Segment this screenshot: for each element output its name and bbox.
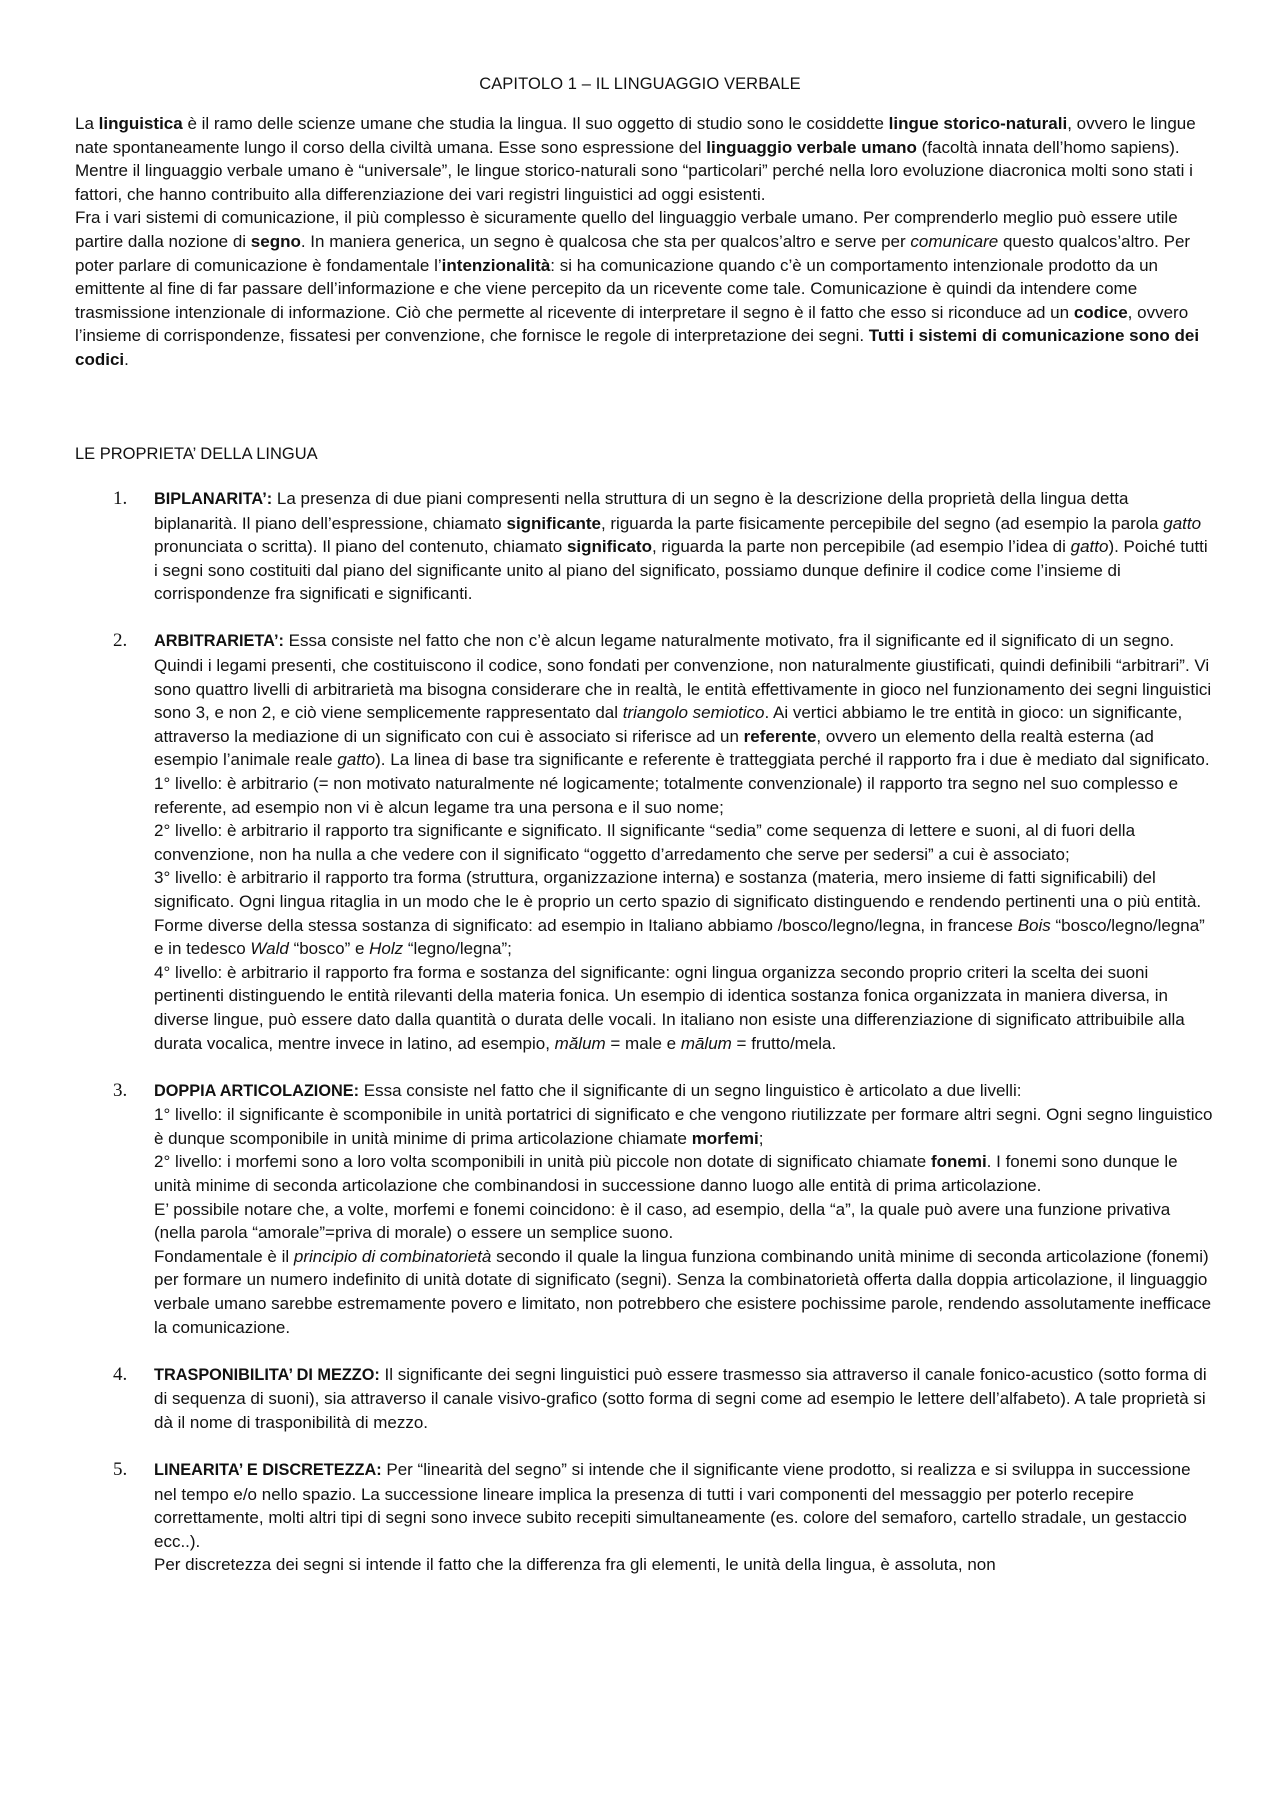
list-number: 3.	[113, 1079, 128, 1101]
list-number: 5.	[113, 1458, 128, 1480]
text-run: . In maniera generica, un segno è qualcosa che sta per qualcos’altro e serve per	[300, 231, 911, 251]
property-paragraph	[154, 1103, 1215, 1150]
bold-term: morfemi	[691, 1128, 759, 1148]
text-run: .	[124, 349, 129, 369]
bold-term: linguistica	[98, 114, 183, 133]
property-item	[75, 1363, 1215, 1435]
text-run: , ovvero un elemento della realtà esterna (ad esempio l’animale reale	[154, 726, 1154, 770]
text-run: è il ramo delle scienze umane che studia la lingua. Il suo oggetto di studio sono le cosiddette	[182, 114, 889, 133]
italic-term: triangolo semiotico	[622, 703, 765, 723]
italic-term: Holz	[369, 939, 404, 959]
bold-term: significato	[566, 537, 652, 557]
text-run: . I fonemi sono dunque le unità minime di seconda articolazione che combinandosi in successione danno luogo alle entità di prima articolazione.	[154, 1152, 1178, 1196]
bold-term: referente	[743, 726, 817, 746]
text-run: pronunciata o scritta). Il piano del contenuto, chiamato	[154, 537, 567, 557]
property-item	[75, 1458, 1215, 1577]
text-run: Fondamentale è il	[154, 1246, 294, 1266]
italic-term: principio di combinatorietà	[293, 1246, 492, 1266]
text-run: = frutto/mela.	[731, 1033, 837, 1053]
italic-term: comunicare	[910, 231, 999, 251]
property-paragraph	[154, 1198, 1215, 1245]
property-paragraph	[154, 961, 1215, 1055]
text-run: “bosco” e	[288, 939, 370, 959]
text-run: Fra i vari sistemi di comunicazione, il più complesso è sicuramente quello del linguaggio verbale umano. Per comprenderlo meglio può essere utile partire dalla nozione di	[75, 208, 1178, 251]
bold-term: codice	[1073, 302, 1128, 322]
property-paragraph	[154, 1458, 1215, 1553]
text-run: . Ai vertici abbiamo le tre entità in gioco: un significante, attraverso la mediazione di un significato con cui è associato si riferisce ad un	[154, 703, 1183, 746]
property-paragraph	[154, 1079, 1215, 1104]
text-run: 2° livello: è arbitrario il rapporto tra significante e significato. Il significante “sedia” come sequenza di lettere e suoni, al di fuori della convenzione, non ha nulla a che vedere con il significato “oggetto d’arredamento che serve per sedersi” a cui è associato;	[154, 821, 1136, 864]
italic-term: gatto	[337, 750, 376, 770]
italic-term: Wald	[250, 939, 289, 959]
italic-term: mălum	[554, 1033, 606, 1053]
property-heading: BIPLANARITA’:	[154, 490, 273, 508]
text-run: , riguarda la parte non percepibile (ad esempio l’idea di	[651, 537, 1071, 557]
bold-term: Tutti i sistemi di comunicazione sono dei codici	[75, 326, 1200, 369]
text-run: Il significante dei segni linguistici può essere trasmesso sia attraverso il canale fonico-acustico (sotto forma di di sequenza di suoni), sia attraverso il canale visivo-grafico (sotto forma di segni come ad esempio le lettere dell’alfabeto). A tale proprietà si dà il nome di trasponibilità di mezzo.	[154, 1364, 1207, 1432]
text-run: secondo il quale la lingua funziona combinando unità minime di seconda articolazione (fonemi) per formare un numero indefinito di unità dotate di significato (segni). Senza la combinatorietà offerta dalla doppia articolazione, il linguaggio verbale umano sarebbe estremamente povero e limitato, non potrebbero che esistere pochissime parole, rendendo assolutamente inefficace la comunicazione.	[154, 1246, 1212, 1337]
text-run: : si ha comunicazione quando c’è un comportamento intenzionale prodotto da un emittente al fine di far passare dell’informazione e che viene percepito da un ricevente come tale. Comunicazione è quindi da intendere come trasmissione intenzionale di informazione. Ciò che permette al ricevente di interpretare il segno è il fatto che esso si riconduce ad un	[75, 255, 1158, 322]
property-paragraph	[154, 629, 1215, 772]
text-run: (facoltà innata dell’homo sapiens). Mentre il linguaggio verbale umano è “universale”, le lingue storico-naturali sono “particolari” perché nella loro evoluzione diacronica molti sono stati i fattori, che hanno contribuito alla differenziazione dei vari registri linguistici ad oggi esistenti.	[75, 137, 1193, 204]
property-paragraph	[154, 1363, 1215, 1435]
property-heading: LINEARITA’ E DISCRETEZZA:	[154, 1460, 382, 1479]
property-paragraph	[154, 1245, 1215, 1339]
property-heading: DOPPIA ARTICOLAZIONE:	[154, 1081, 360, 1100]
intro-paragraph	[75, 206, 1215, 371]
intro-paragraph	[75, 112, 1215, 206]
text-run: 4° livello: è arbitrario il rapporto fra forma e sostanza del significante: ogni lingua organizza secondo proprio criteri la scelta dei suoni pertinenti distinguendo le entità rilevanti della materia fonica. Un esempio di identica sostanza fonica organizzata in maniera diversa, in diverse lingue, può essere dato dalla quantità o durata delle vocali. In italiano non esiste una differenziazione di significato attribuibile alla durata vocalica, mentre invece in latino, ad esempio,	[154, 962, 1185, 1053]
text-run: Per “linearità del segno” si intende che il significante viene prodotto, si realizza e si sviluppa in successione nel tempo e/o nello spazio. La successione lineare implica la presenza di tutti i vari componenti del messaggio per poterlo recepire correttamente, molti altri tipi di segni sono invece subito recepiti simultaneamente (es. colore del semaforo, cartello stradale, un gestaccio ecc..).	[154, 1459, 1191, 1551]
text-run: ). Poiché tutti i segni sono costituiti dal piano del significante unito al piano del significato, possiamo dunque definire il codice come l’insieme di corrispondenze fra significati e significanti.	[154, 537, 1208, 604]
list-spacer	[75, 1055, 1215, 1079]
property-heading: ARBITRARIETA’:	[154, 632, 284, 651]
bold-term: significante	[506, 513, 601, 533]
list-spacer	[75, 1434, 1215, 1458]
property-item	[75, 629, 1215, 1055]
text-run: = male e	[605, 1033, 681, 1053]
bold-term: fonemi	[930, 1152, 987, 1172]
text-run: questo qualcos’altro. Per poter parlare di comunicazione è fondamentale l’	[75, 231, 1191, 275]
section-heading: LE PROPRIETA’ DELLA LINGUA	[75, 445, 318, 463]
text-run: La	[75, 114, 99, 133]
intro-text	[75, 112, 1215, 372]
text-run: , ovvero l’insieme di corrispondenze, fissatesi per convenzione, che fornisce le regole di interpretazione dei segni.	[75, 302, 1189, 346]
text-run: Essa consiste nel fatto che il significante di un segno linguistico è articolato a due livelli:	[359, 1080, 1022, 1100]
text-run: ). La linea di base tra significante e referente è tratteggiata perché il rapporto fra i due è mediato dal significato.	[375, 750, 1210, 770]
italic-term: mālum	[680, 1033, 732, 1053]
bold-term: lingue storico-naturali	[888, 114, 1068, 133]
text-run: 1° livello: è arbitrario (= non motivato naturalmente né logicamente; totalmente convenzionale) il rapporto tra segno nel suo complesso e referente, ad esempio non vi è alcun legame tra una persona e il suo nome;	[154, 774, 1179, 817]
page-title: CAPITOLO 1 – IL LINGUAGGIO VERBALE	[479, 75, 801, 93]
bold-term: segno	[250, 231, 301, 251]
text-run: E’ possibile notare che, a volte, morfemi e fonemi coincidono: è il caso, ad esempio, della “a”, la quale può avere una funzione privativa (nella parola “amorale”=priva di morale) o essere un semplice suono.	[154, 1199, 1171, 1243]
text-run: Per discretezza dei segni si intende il fatto che la differenza fra gli elementi, le unità della lingua, è assoluta, non	[154, 1555, 996, 1575]
text-run: , ovvero le lingue nate spontaneamente lungo il corso della civiltà umana. Esse sono espressione del	[75, 114, 1196, 157]
list-spacer	[75, 606, 1215, 630]
text-run: 2° livello: i morfemi sono a loro volta scomponibili in unità più piccole non dotate di significato chiamate	[154, 1152, 931, 1172]
text-run: 1° livello: il significante è scomponibile in unità portatrici di significato e che vengono riutilizzate per formare altri segni. Ogni segno linguistico è dunque scomponibile in unità minime di prima articolazione chiamate	[154, 1105, 1213, 1148]
property-paragraph	[154, 866, 1215, 960]
bold-term: linguaggio verbale umano	[706, 137, 917, 157]
text-run: 3° livello: è arbitrario il rapporto tra forma (struttura, organizzazione interna) e sostanza (materia, mero insieme di fatti significabili) del significato. Ogni lingua ritaglia in un modo che le è proprio un certo spazio di significato distinguendo e rendendo pertinenti una o più entità. Forme diverse della stessa sostanza di significato: ad esempio in Italiano abbiamo /bosco/legno/legna, in francese	[154, 868, 1202, 935]
list-number: 1.	[113, 488, 128, 509]
italic-term: gatto	[1070, 537, 1109, 557]
property-paragraph	[154, 1150, 1215, 1197]
list-spacer	[75, 1339, 1215, 1363]
text-run: “legno/legna”;	[403, 939, 512, 959]
property-paragraph	[154, 1553, 1215, 1577]
property-item	[75, 487, 1215, 606]
text-run: “bosco/legno/legna” e in tedesco	[154, 915, 1205, 959]
italic-term: Bois	[1017, 915, 1051, 935]
text-run: Essa consiste nel fatto che non c’è alcun legame naturalmente motivato, fra il significante ed il significato di un segno. Quindi i legami presenti, che costituiscono il codice, sono fondati per convenzione, non naturalmente giustificati, quindi definibili “arbitrari”. Vi sono quattro livelli di arbitrarietà ma bisogna considerare che in realtà, le entità effettivamente in gioco nel funzionamento dei segni linguistici sono 3, e non 2, e ciò viene semplicemente rappresentato dal	[154, 631, 1212, 723]
property-paragraph	[154, 819, 1215, 866]
bold-term: intenzionalità	[441, 255, 551, 275]
text-run: ;	[758, 1128, 764, 1148]
property-item	[75, 1079, 1215, 1340]
text-run: , riguarda la parte fisicamente percepibile del segno (ad esempio la parola	[600, 513, 1164, 533]
italic-term: gatto	[1163, 513, 1202, 533]
property-heading: TRASPONIBILITA’ DI MEZZO:	[154, 1365, 380, 1384]
list-number: 4.	[113, 1363, 128, 1385]
properties-list	[75, 487, 1215, 1577]
property-paragraph	[154, 487, 1215, 606]
list-number: 2.	[113, 630, 128, 652]
property-paragraph	[154, 772, 1215, 819]
text-run: La presenza di due piani compresenti nella struttura di un segno è la descrizione della proprietà della lingua detta biplanarità. Il piano dell’espressione, chiamato	[154, 489, 1129, 533]
